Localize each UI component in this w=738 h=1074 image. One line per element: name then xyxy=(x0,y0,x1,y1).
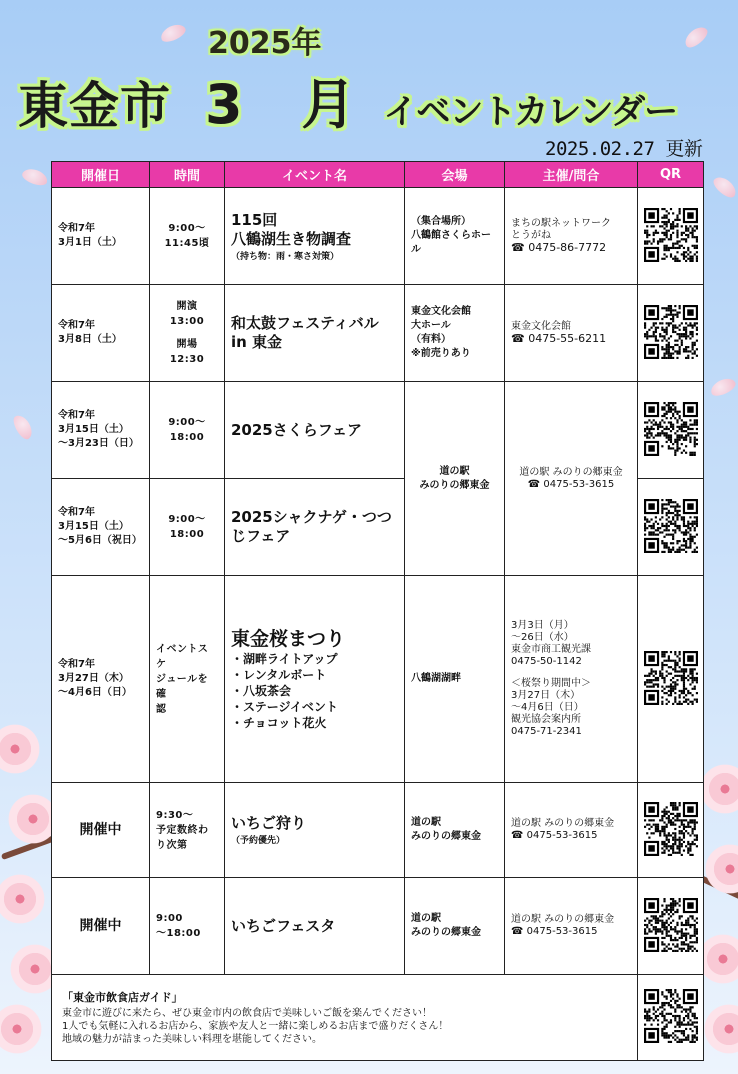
event-name: 2025シャクナゲ・つつ じフェア xyxy=(225,479,405,576)
title-month: 3 月 xyxy=(205,73,376,136)
event-venue: 八鶴湖湖畔 xyxy=(405,576,505,783)
event-name: 和太鼓フェスティバル in 東金 xyxy=(225,285,405,382)
event-venue: 道の駅 みのりの郷東金 xyxy=(405,878,505,975)
event-venue: （集合場所） 八鶴館さくらホール xyxy=(405,188,505,285)
event-time: イベントスケ ジュールを確 認 xyxy=(150,576,225,783)
event-date: 令和7年 3月15日（土） ～3月23日（日） xyxy=(52,382,150,479)
phone-number: ☎ 0475-53-3615 xyxy=(527,478,615,490)
event-date: 令和7年 3月8日（土） xyxy=(52,285,150,382)
event-organizer: 東金文化会館 ☎ 0475-55-6211 xyxy=(505,285,638,382)
table-row xyxy=(52,285,704,382)
event-calendar-table xyxy=(51,161,704,1061)
event-time: 9:00～ 18:00 xyxy=(150,382,225,479)
event-venue: 道の駅 みのりの郷東金 xyxy=(405,382,505,576)
column-header-venue: 会場 xyxy=(405,162,505,188)
table-row xyxy=(52,576,704,783)
qr-code-icon[interactable] xyxy=(638,576,704,783)
guide-line: 1人でも気軽に入れるお店から、家族や友人と一緒に楽しめるお店まで盛りだくさん！ xyxy=(62,1021,449,1032)
updated-date: 2025.02.27 更新 xyxy=(545,138,703,160)
event-time: 9:00～ 18:00 xyxy=(150,479,225,576)
event-name: いちご狩り （予約優先） xyxy=(225,783,405,878)
column-header-date: 開催日 xyxy=(52,162,150,188)
petal-decoration xyxy=(708,375,737,399)
qr-code-icon[interactable] xyxy=(638,382,704,479)
table-row xyxy=(52,188,704,285)
event-organizer: 道の駅 みのりの郷東金 ☎ 0475-53-3615 xyxy=(505,878,638,975)
event-time: 9:00～ 11:45頃 xyxy=(150,188,225,285)
event-date: 開催中 xyxy=(52,783,150,878)
restaurant-guide xyxy=(52,975,638,1061)
event-name: いちごフェスタ xyxy=(225,878,405,975)
table-row xyxy=(52,783,704,878)
petal-decoration xyxy=(711,173,738,200)
petal-decoration xyxy=(20,166,49,188)
table-header-row xyxy=(52,162,704,188)
phone-number: ☎ 0475-55-6211 xyxy=(511,332,607,345)
title-calendar-label: イベントカレンダー xyxy=(383,92,678,132)
page-title xyxy=(18,62,678,136)
qr-code-icon[interactable] xyxy=(638,479,704,576)
event-name: 115回 八鶴湖生き物調査 （持ち物：雨・寒さ対策） xyxy=(225,188,405,285)
phone-number: ☎ 0475-53-3615 xyxy=(511,830,598,841)
event-organizer: 3月3日（月） ～26日（水） 東金市商工観光課 0475-50-1142 ＜桜祭り期間中＞ 3月27日（木） ～4月6日（日） 観光協会案内所 0475-71-2341 xyxy=(505,576,638,783)
table-row xyxy=(52,878,704,975)
qr-code-icon[interactable] xyxy=(638,285,704,382)
guide-line: 地域の魅力が詰まった美味しい料理を堪能してください。 xyxy=(62,1034,322,1045)
qr-code-icon[interactable] xyxy=(638,188,704,285)
event-date: 令和7年 3月15日（土） ～5月6日（祝日） xyxy=(52,479,150,576)
event-date: 令和7年 3月27日（木） ～4月6日（日） xyxy=(52,576,150,783)
phone-number: ☎ 0475-53-3615 xyxy=(511,926,598,937)
petal-decoration xyxy=(158,21,187,45)
event-date: 令和7年 3月1日（土） xyxy=(52,188,150,285)
event-time: 開演 13:00 開場 12:30 xyxy=(150,285,225,382)
event-organizer: まちの駅ネットワーク とうがね ☎ 0475-86-7772 xyxy=(505,188,638,285)
column-header-time: 時間 xyxy=(150,162,225,188)
petal-decoration xyxy=(682,23,711,50)
restaurant-guide-row xyxy=(52,975,704,1061)
event-time: 9:00 ～18:00 xyxy=(150,878,225,975)
column-header-event: イベント名 xyxy=(225,162,405,188)
event-organizer: 道の駅 みのりの郷東金 ☎ 0475-53-3615 xyxy=(505,382,638,576)
title-city: 東金市 xyxy=(18,77,171,135)
event-date: 開催中 xyxy=(52,878,150,975)
qr-code-icon[interactable] xyxy=(638,975,704,1061)
guide-title: 「東金市飲食店ガイド」 xyxy=(62,991,183,1004)
qr-code-icon[interactable] xyxy=(638,878,704,975)
petal-decoration xyxy=(10,412,35,442)
event-name: 2025さくらフェア xyxy=(225,382,405,479)
event-organizer: 道の駅 みのりの郷東金 ☎ 0475-53-3615 xyxy=(505,783,638,878)
column-header-organizer: 主催/問合 xyxy=(505,162,638,188)
column-header-qr: QR xyxy=(638,162,704,188)
event-time: 9:30～ 予定数終わ り次第 xyxy=(150,783,225,878)
year-heading: 2025年 xyxy=(208,26,322,61)
phone-number: ☎ 0475-86-7772 xyxy=(511,241,607,254)
guide-line: 東金市に遊びに来たら、ぜひ東金市内の飲食店で美味しいご飯を楽んでください！ xyxy=(62,1008,432,1019)
table-row xyxy=(52,382,704,479)
event-venue: 東金文化会館 大ホール （有料） ※前売りあり xyxy=(405,285,505,382)
qr-code-icon[interactable] xyxy=(638,783,704,878)
event-name: 東金桜まつり ・湖畔ライトアップ ・レンタルボート ・八坂茶会 ・ステージイベント ・チョコット花火 xyxy=(225,576,405,783)
event-venue: 道の駅 みのりの郷東金 xyxy=(405,783,505,878)
